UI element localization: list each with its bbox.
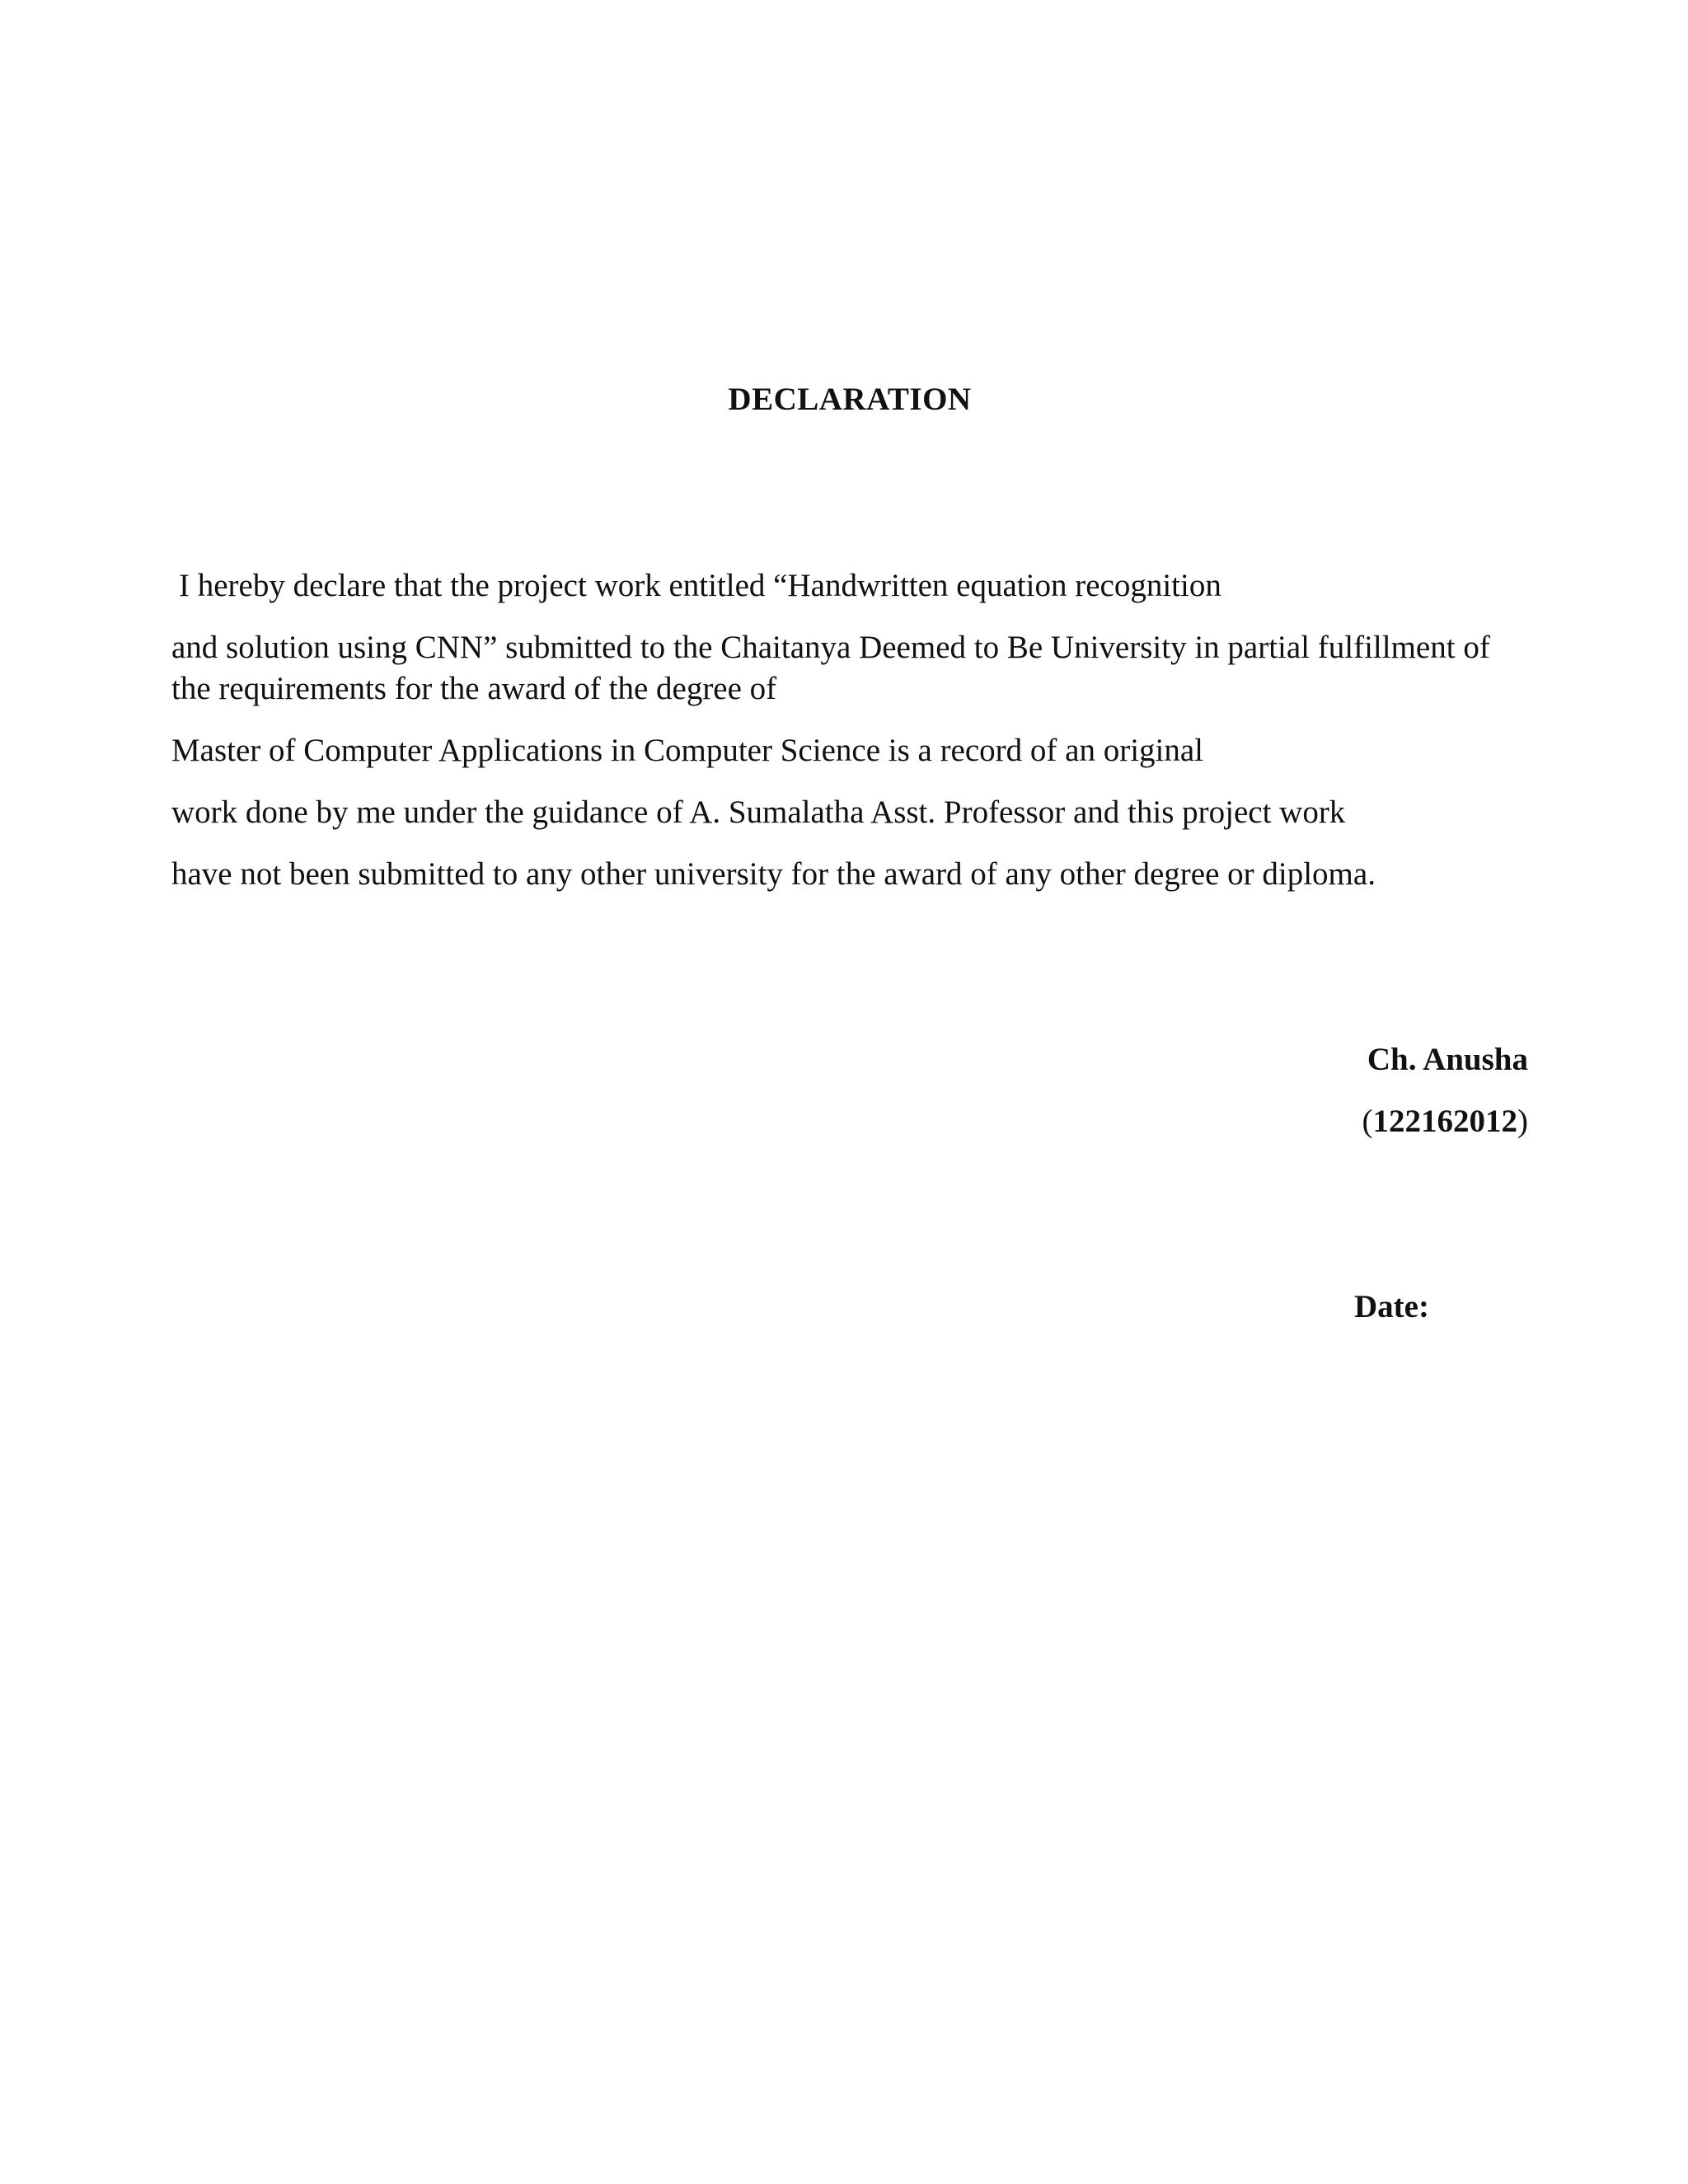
signatory-name: Ch. Anusha xyxy=(1367,1042,1528,1077)
id-close-paren: ) xyxy=(1517,1104,1528,1139)
id-number: 122162012 xyxy=(1372,1104,1517,1139)
body-line-5: work done by me under the guidance of A. Sumalatha Asst. Professor and this project work xyxy=(171,794,1346,830)
body-line-1: I hereby declare that the project work entitled “Handwritten equation recognition xyxy=(179,568,1221,603)
body-line-6: have not been submitted to any other university for the award of any other degree or diploma. xyxy=(171,856,1376,892)
body-line-3: the requirements for the award of the degree of xyxy=(171,671,777,706)
id-open-paren: ( xyxy=(1362,1104,1373,1139)
date-label: Date: xyxy=(1354,1289,1429,1324)
page-title: DECLARATION xyxy=(728,382,972,417)
body-line-2: and solution using CNN” submitted to the Chaitanya Deemed to Be University in partial fulfillment of xyxy=(171,630,1490,665)
signatory-id xyxy=(1362,1102,1529,1141)
body-line-4: Master of Computer Applications in Computer Science is a record of an original xyxy=(171,733,1204,768)
